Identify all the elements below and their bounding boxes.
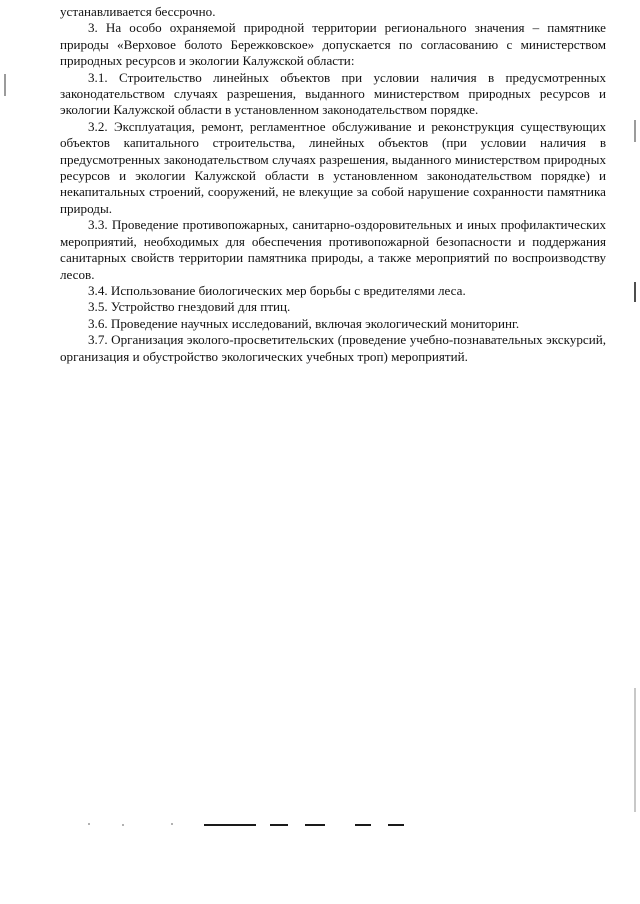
continuation-line: устанавливается бессрочно.	[60, 4, 216, 19]
footer-scan-artifact-5	[388, 824, 404, 826]
footer-scan-artifact-1	[204, 824, 256, 826]
paragraph-3: 3. На особо охраняемой природной территории регионального значения – памятнике природы «Верховое болото Бережковское» допускается по согласованию с министерством природных ресурсов и экологии Калужской области:	[60, 20, 606, 69]
right-margin-scan-mark-2	[634, 282, 636, 302]
right-margin-scan-mark-1	[634, 120, 636, 142]
left-margin-scan-mark	[4, 74, 6, 96]
scan-speck	[88, 823, 90, 825]
paragraph-3-7: 3.7. Организация эколого-просветительских (проведение учебно-познавательных экскурсий, организация и обустройство экологических учебных троп) мероприятий.	[60, 332, 606, 364]
footer-scan-artifact-2	[270, 824, 288, 826]
right-margin-scan-mark-3	[634, 688, 636, 812]
paragraph-3-3: 3.3. Проведение противопожарных, санитарно-оздоровительных и иных профилактических мероприятий, необходимых для обеспечения противопожарной безопасности и поддержания санитарных свойств территории памятника природы, а также мероприятий по воспроизводству лесов.	[60, 217, 606, 282]
paragraph-3-5: 3.5. Устройство гнездовий для птиц.	[88, 299, 291, 315]
document-body	[60, 4, 606, 365]
scan-speck	[171, 823, 173, 825]
paragraph-3-2: 3.2. Эксплуатация, ремонт, регламентное обслуживание и реконструкция существующих объектов капитального строительства, линейных объектов (при условии наличия в предусмотренных законодательством случаях разрешения, выданного министерством природных ресурсов и экологии Калужской области в установленном законодательством порядке) и некапитальных строений, сооружений, не влекущие за собой нарушение сохранности памятника природы.	[60, 118, 606, 216]
paragraph-3-1: 3.1. Строительство линейных объектов при условии наличия в предусмотренных законодательством случаях разрешения, выданного министерством природных ресурсов и экологии Калужской области в установленном законодательством порядке.	[60, 69, 606, 118]
scan-speck	[122, 824, 124, 826]
paragraph-3-4: 3.4. Использование биологических мер борьбы с вредителями леса.	[88, 282, 466, 298]
footer-scan-artifact-3	[305, 824, 325, 826]
paragraph-3-6: 3.6. Проведение научных исследований, включая экологический мониторинг.	[88, 315, 520, 331]
footer-scan-artifact-4	[355, 824, 371, 826]
